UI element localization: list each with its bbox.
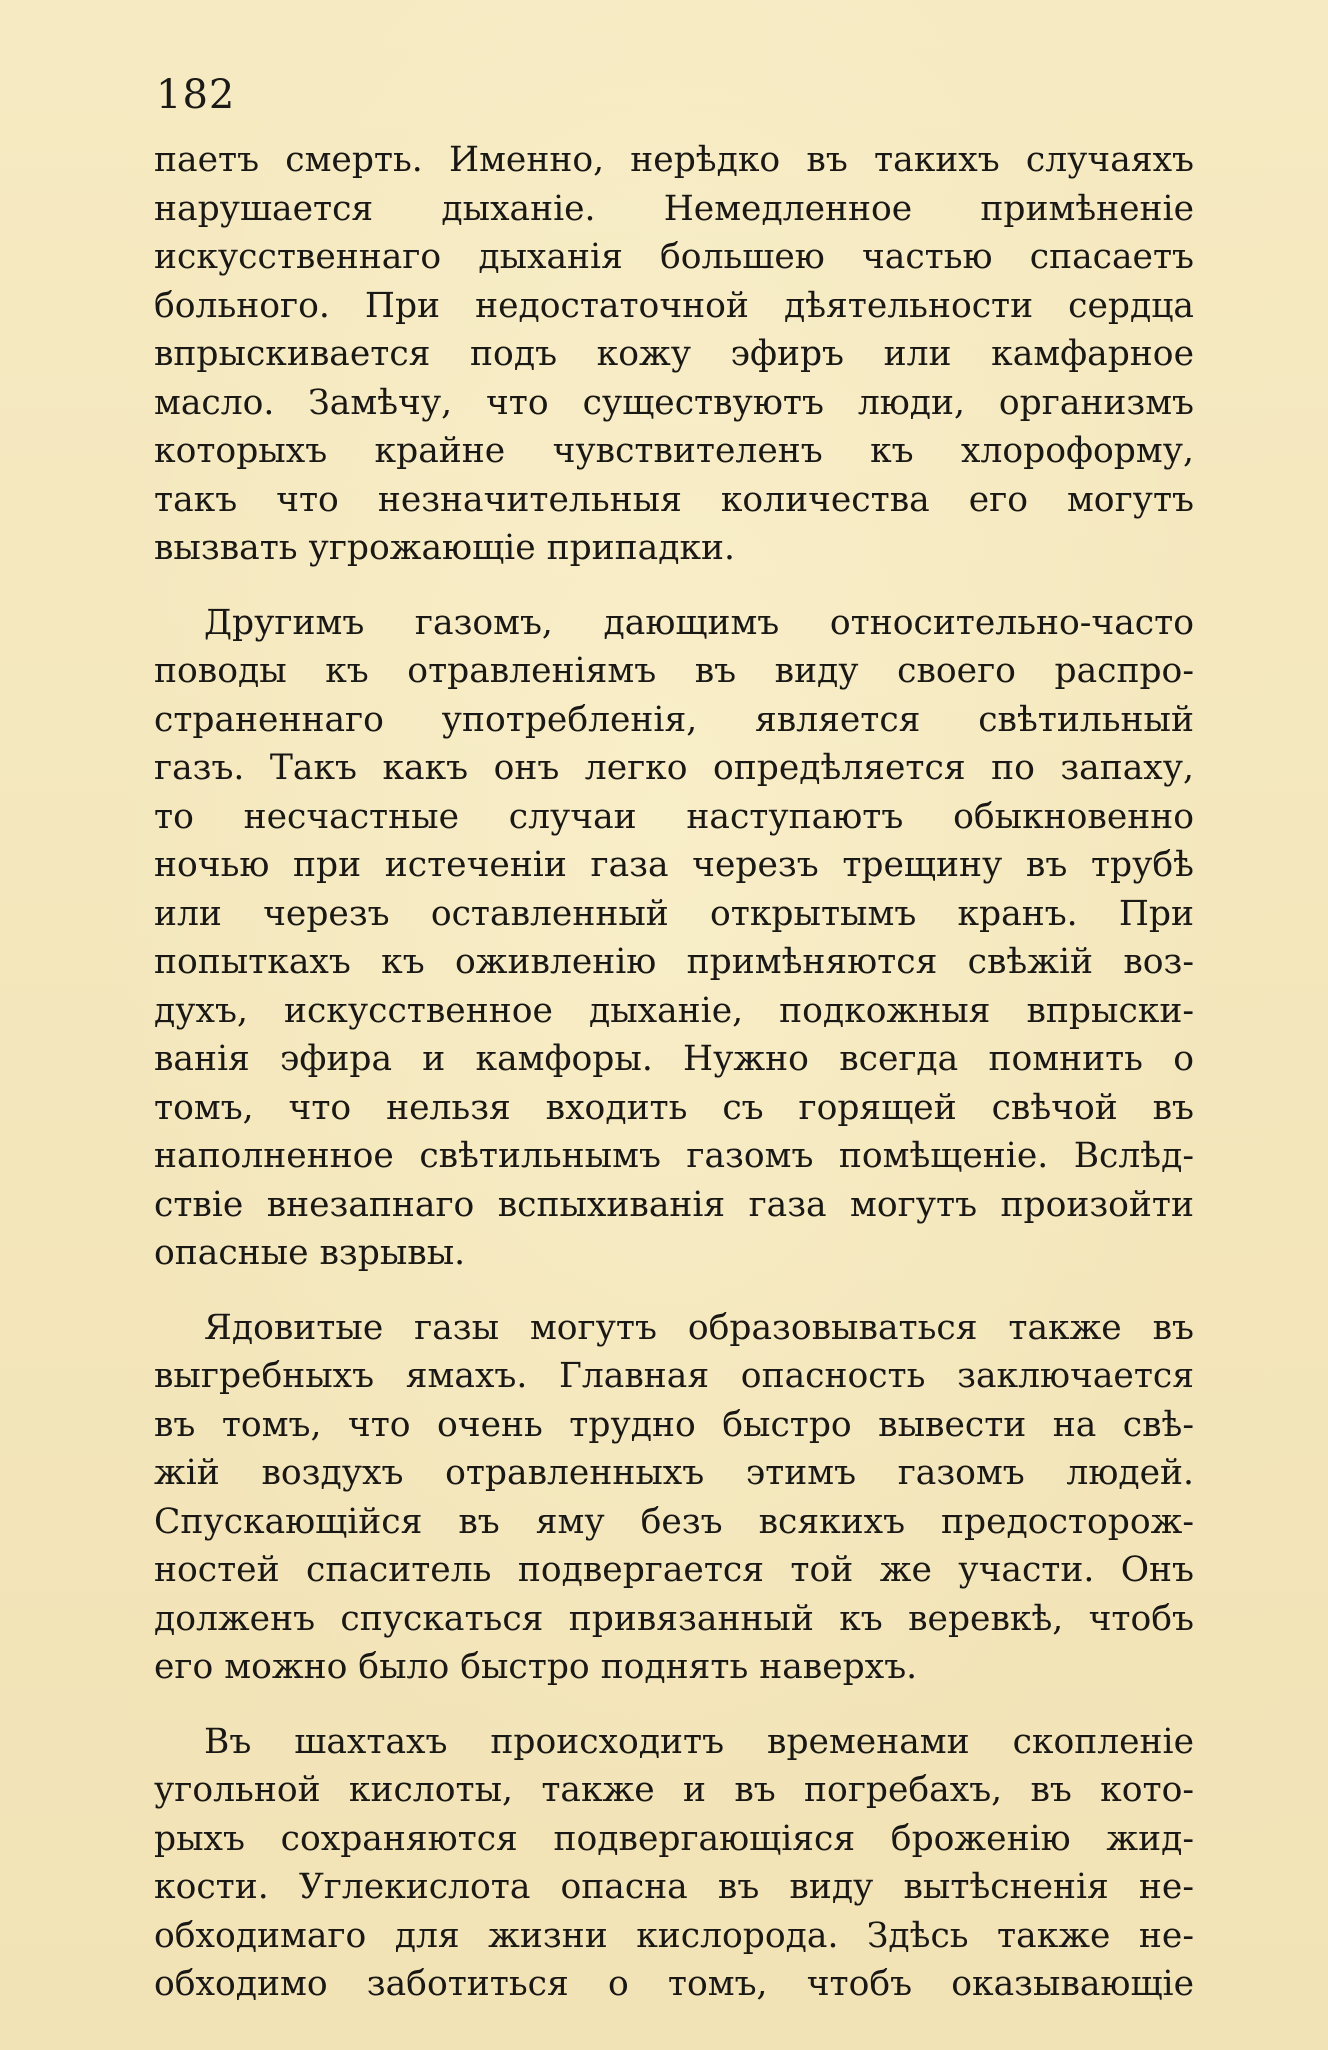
text-line: Спускающійся въ яму безъ всякихъ предосторож- (154, 1501, 1194, 1542)
text-line: Въ шахтахъ происходитъ временами скопленіе (204, 1721, 1194, 1762)
text-line: наполненное свѣтильнымъ газомъ помѣщеніе. Вслѣд- (154, 1136, 1194, 1176)
text-line: долженъ спускаться привязанный къ веревкѣ, чтобъ (154, 1598, 1194, 1639)
text-line: рыхъ сохраняются подвергающіяся броженію жид- (154, 1818, 1194, 1859)
text-line: страненнаго употребленія, является свѣтильный (154, 699, 1194, 740)
text-line: или черезъ оставленный открытымъ кранъ. При (154, 893, 1194, 934)
text-line: масло. Замѣчу, что существуютъ люди, организмъ (154, 382, 1194, 423)
text-line: вызвать угрожающіе припадки. (154, 528, 735, 568)
text-line: поводы къ отравленіямъ въ виду своего распро- (154, 651, 1194, 691)
text-line: Другимъ газомъ, дающимъ относительно-часто (204, 602, 1194, 643)
text-line: жій воздухъ отравленныхъ этимъ газомъ людей. (154, 1453, 1194, 1493)
paragraph (154, 599, 1194, 1278)
text-line: то несчастные случаи наступаютъ обыкновенно (154, 796, 1194, 837)
text-line: ностей спаситель подвергается той же участи. Онъ (154, 1550, 1194, 1590)
text-line: выгребныхъ ямахъ. Главная опасность заключается (154, 1356, 1194, 1396)
text-line: ванія эфира и камфоры. Нужно всегда помнить о (154, 1039, 1194, 1079)
text-line: обходимо заботиться о томъ, чтобъ оказывающіе (154, 1964, 1194, 2004)
text-line: Ядовитые газы могутъ образовываться также въ (204, 1307, 1194, 1348)
text-line: ночью при истеченіи газа черезъ трещину въ трубѣ (154, 845, 1194, 885)
text-line: искусственнаго дыханія большею частью спасаетъ (154, 237, 1194, 277)
text-line: опасные взрывы. (154, 1233, 466, 1273)
text-line: которыхъ крайне чувствителенъ къ хлороформу, (154, 431, 1194, 471)
text-line: кости. Углекислота опасна въ виду вытѣсненія не- (154, 1867, 1194, 1907)
paragraph (154, 136, 1194, 573)
text-line: обходимаго для жизни кислорода. Здѣсь также не- (154, 1915, 1194, 1956)
text-line: больного. При недостаточной дѣятельности сердца (154, 285, 1194, 326)
text-line: такъ что незначительныя количества его могутъ (154, 479, 1194, 520)
text-line: попыткахъ къ оживленію примѣняются свѣжій воз- (154, 942, 1194, 982)
text-line: томъ, что нельзя входить съ горящей свѣчой въ (154, 1087, 1194, 1128)
text-line: паетъ смерть. Именно, нерѣдко въ такихъ случаяхъ (154, 140, 1194, 180)
text-line: въ томъ, что очень трудно быстро вывести на свѣ- (154, 1404, 1194, 1445)
text-line: духъ, искусственное дыханіе, подкожныя впрыски- (154, 990, 1194, 1031)
text-line: нарушается дыханіе. Немедленное примѣненіе (154, 188, 1194, 229)
paragraph (154, 1718, 1194, 2009)
body-text (154, 136, 1194, 2035)
text-line: ствіе внезапнаго вспыхиванія газа могутъ произойти (154, 1184, 1194, 1225)
text-line: его можно было быстро поднять наверхъ. (154, 1647, 918, 1687)
paragraph (154, 1304, 1194, 1692)
text-line: угольной кислоты, также и въ погребахъ, въ кото- (154, 1770, 1194, 1810)
text-line: газъ. Такъ какъ онъ легко опредѣляется по запаху, (154, 748, 1194, 788)
page-number: 182 (156, 72, 236, 118)
text-line: впрыскивается подъ кожу эфиръ или камфарное (154, 334, 1194, 374)
